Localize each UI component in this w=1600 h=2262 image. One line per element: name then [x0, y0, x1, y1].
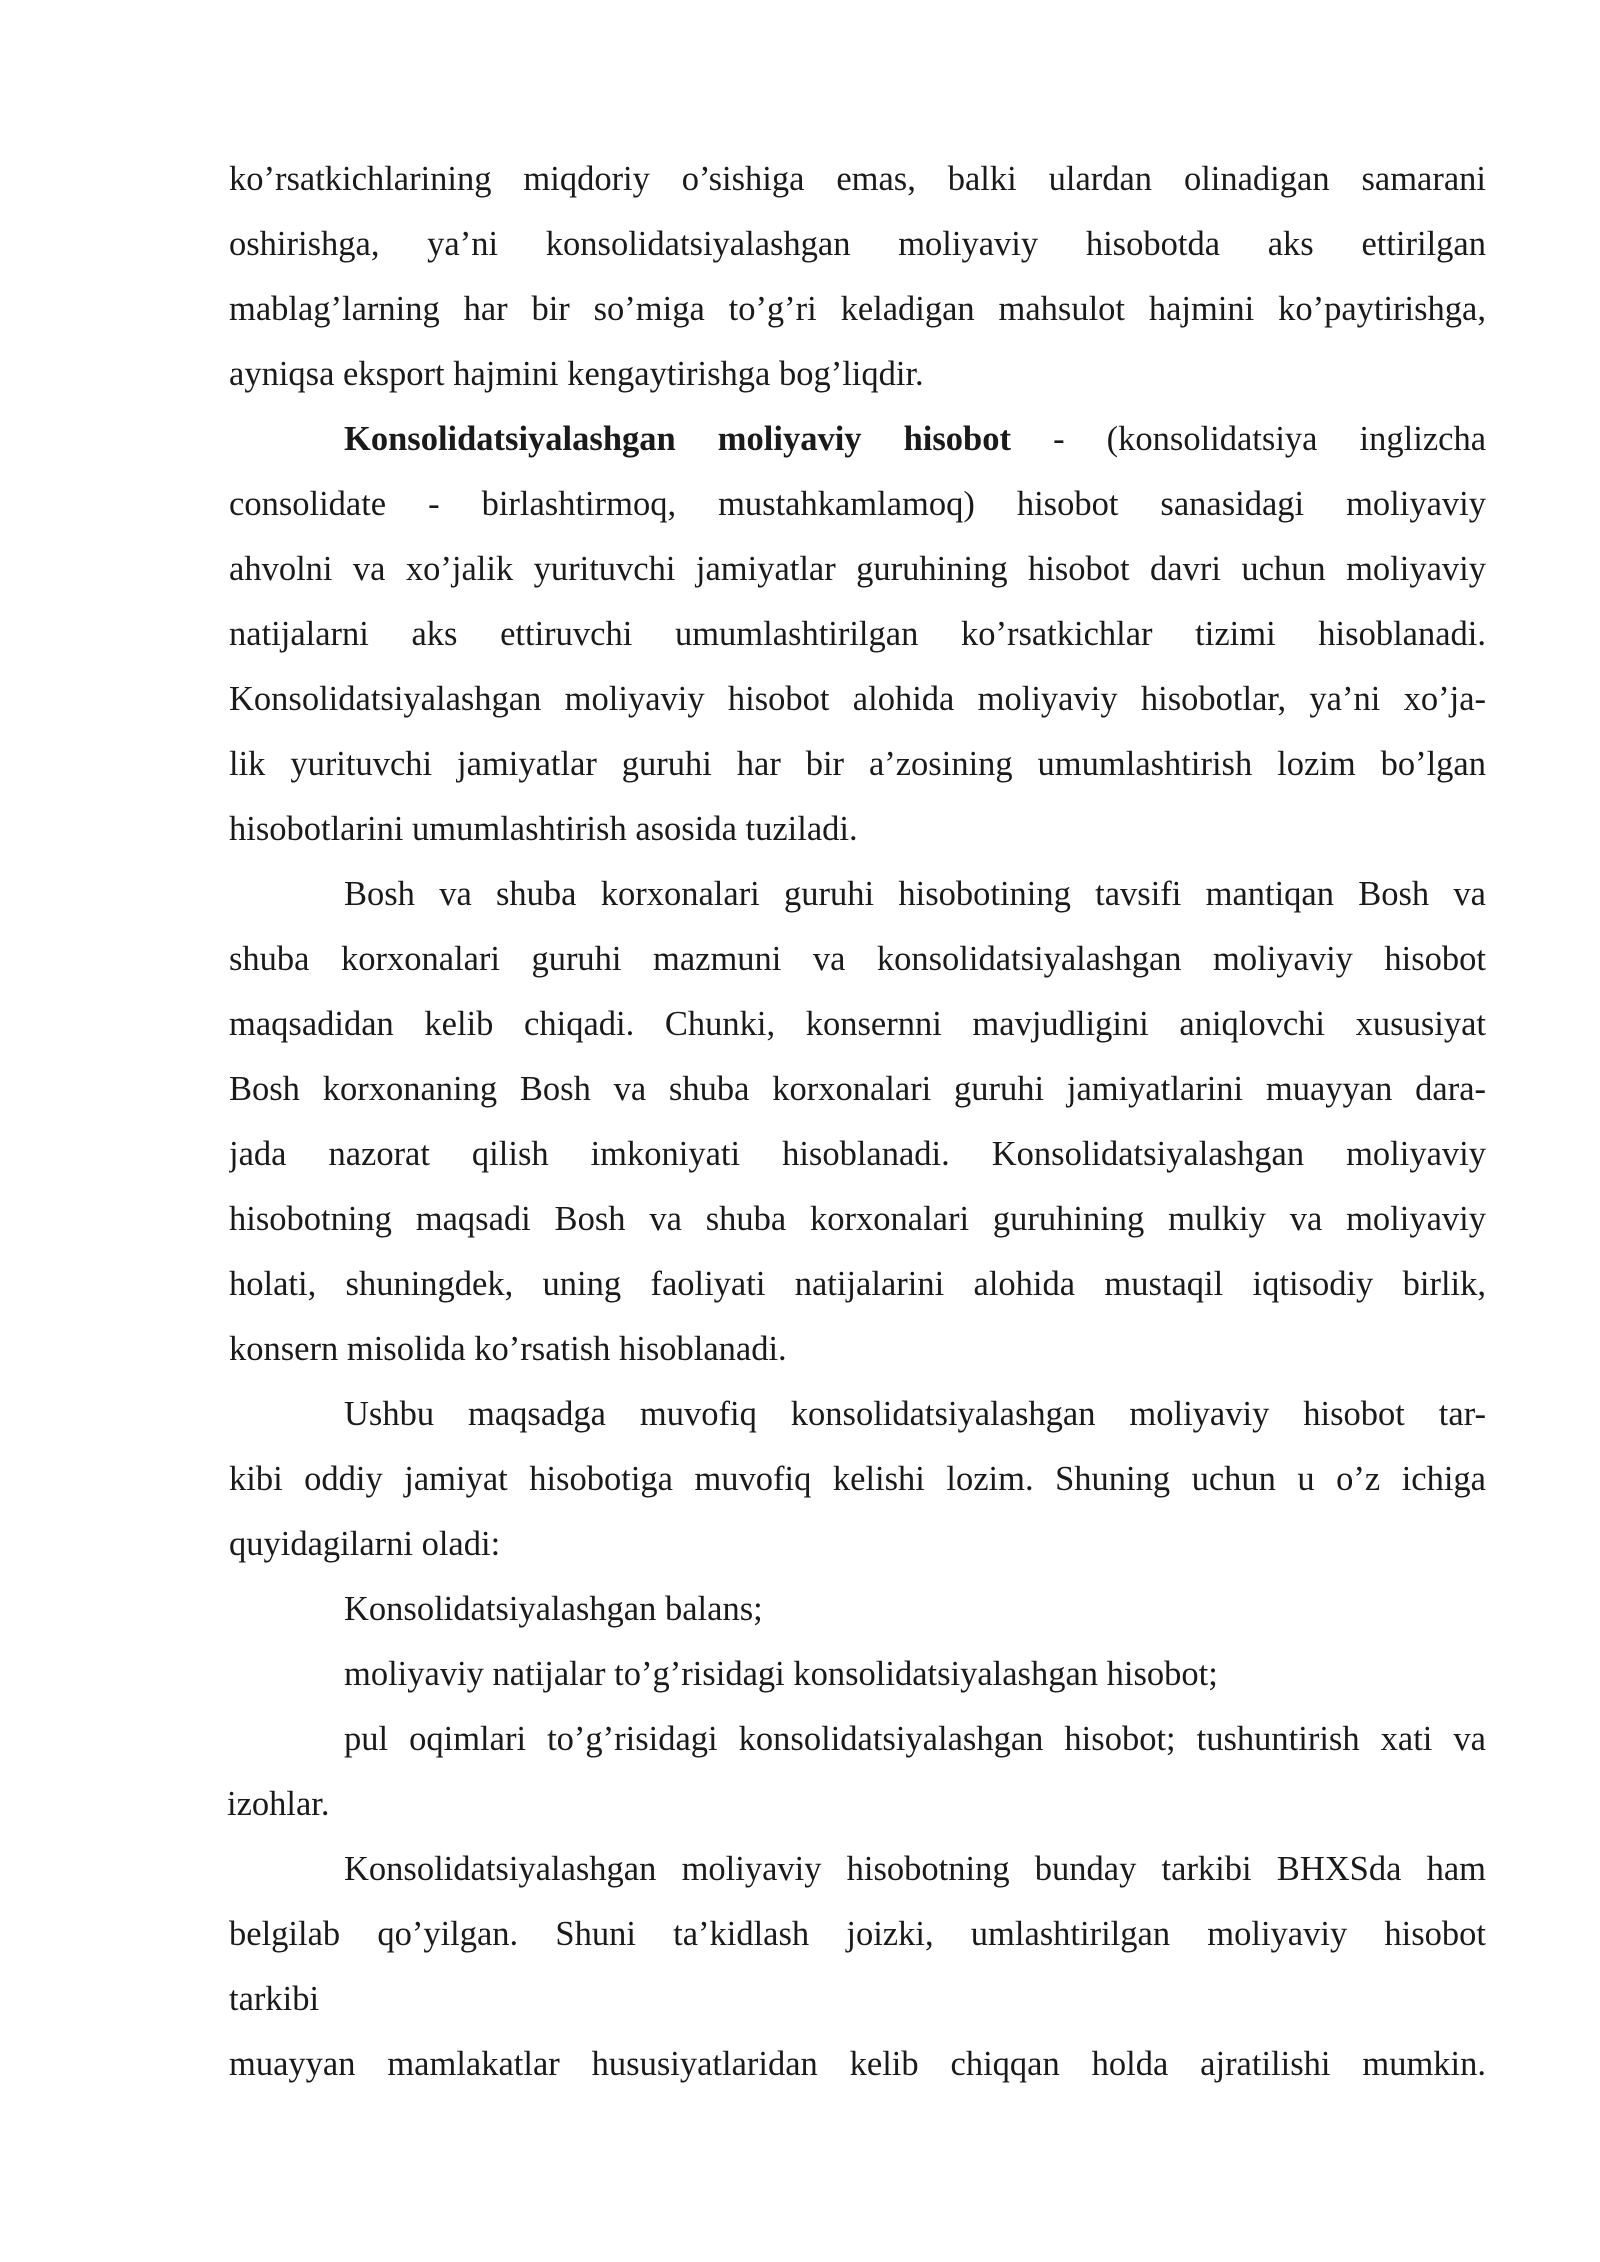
- text-line: maqsadidan kelib chiqadi. Chunki, konsernni mavjudligini aniqlovchi xususiyat: [229, 1005, 1486, 1043]
- text-line: Bosh korxonaning Bosh va shuba korxonalari guruhi jamiyatlarini muayyan dara-: [229, 1070, 1486, 1108]
- text-line: jada nazorat qilish imkoniyati hisoblanadi. Konsolidatsiyalashgan moliyaviy: [229, 1135, 1486, 1173]
- text-line: lik yurituvchi jamiyatlar guruhi har bir a’zosining umumlashtirish lozim bo’lgan: [229, 745, 1486, 783]
- text-line: Konsolidatsiyalashgan moliyaviy hisobot alohida moliyaviy hisobotlar, ya’ni xo’ja-: [229, 680, 1486, 718]
- text-line: holati, shuningdek, uning faoliyati natijalarini alohida mustaqil iqtisodiy birlik,: [229, 1265, 1486, 1303]
- text-line: [229, 407, 1486, 472]
- text-line: oshirishga, ya’ni konsolidatsiyalashgan moliyaviy hisobotda aks ettirilgan: [229, 225, 1486, 263]
- list-item: pul oqimlari to’g’risidagi konsolidatsiyalashgan hisobot; tushuntirish xati va: [344, 1720, 1486, 1758]
- paragraph: [229, 862, 1486, 1382]
- text-line: hisobotning maqsadi Bosh va shuba korxonalari guruhining mulkiy va moliyaviy: [229, 1200, 1486, 1238]
- text-line: consolidate - birlashtirmoq, mustahkamlamoq) hisobot sanasidagi moliyaviy: [229, 485, 1486, 523]
- text-line: belgilab qo’yilgan. Shuni ta’kidlash joizki, umlashtirilgan moliyaviy hisobot: [229, 1915, 1486, 1953]
- paragraph-definition: [229, 407, 1486, 862]
- text-line: ahvolni va xo’jalik yurituvchi jamiyatlar guruhining hisobot davri uchun moliyaviy: [229, 550, 1486, 588]
- paragraph: [229, 1837, 1486, 2097]
- text-line: ko’rsatkichlarining miqdoriy o’sishiga emas, balki ulardan olinadigan samarani: [229, 160, 1486, 198]
- text-line: Ushbu maqsadga muvofiq konsolidatsiyalashgan moliyaviy hisobot tar-: [344, 1395, 1486, 1433]
- text-line: shuba korxonalari guruhi mazmuni va konsolidatsiyalashgan moliyaviy hisobot: [229, 940, 1486, 978]
- text-line: kibi oddiy jamiyat hisobotiga muvofiq kelishi lozim. Shuning uchun u o’z ichiga: [229, 1460, 1486, 1498]
- paragraph: [229, 1382, 1486, 1577]
- text-line: muayyan mamlakatlar hususiyatlaridan kelib chiqqan holda ajratilishi mumkin.: [229, 2045, 1486, 2083]
- text-line: Bosh va shuba korxonalari guruhi hisobotining tavsifi mantiqan Bosh va: [344, 875, 1486, 913]
- text-line: konsern misolida ko’rsatish hisoblanadi.: [229, 1330, 787, 1368]
- text-line: ayniqsa eksport hajmini kengaytirishga bog’liqdir.: [229, 355, 924, 393]
- list-item: Konsolidatsiyalashgan balans;: [344, 1590, 763, 1628]
- document-body: [229, 147, 1486, 2097]
- defined-term: Konsolidatsiyalashgan moliyaviy hisobot: [344, 420, 1011, 458]
- components-list: [229, 1577, 1486, 1837]
- text-line: mablag’larning har bir so’miga to’g’ri keladigan mahsulot hajmini ko’paytirishga,: [229, 290, 1486, 328]
- text-line: Konsolidatsiyalashgan moliyaviy hisobotning bunday tarkibi BHXSda ham: [344, 1850, 1486, 1888]
- text-line: hisobotlarini umumlashtirish asosida tuziladi.: [229, 810, 858, 848]
- text-line: tarkibi: [229, 1980, 320, 2018]
- list-item-continuation: izohlar.: [227, 1785, 330, 1823]
- definition-start: - (konsolidatsiya inglizcha: [1011, 420, 1486, 458]
- list-item: moliyaviy natijalar to’g’risidagi konsolidatsiyalashgan hisobot;: [344, 1655, 1218, 1693]
- paragraph: [229, 147, 1486, 407]
- text-line: natijalarni aks ettiruvchi umumlashtirilgan ko’rsatkichlar tizimi hisoblanadi.: [229, 615, 1486, 653]
- text-line: quyidagilarni oladi:: [229, 1525, 501, 1563]
